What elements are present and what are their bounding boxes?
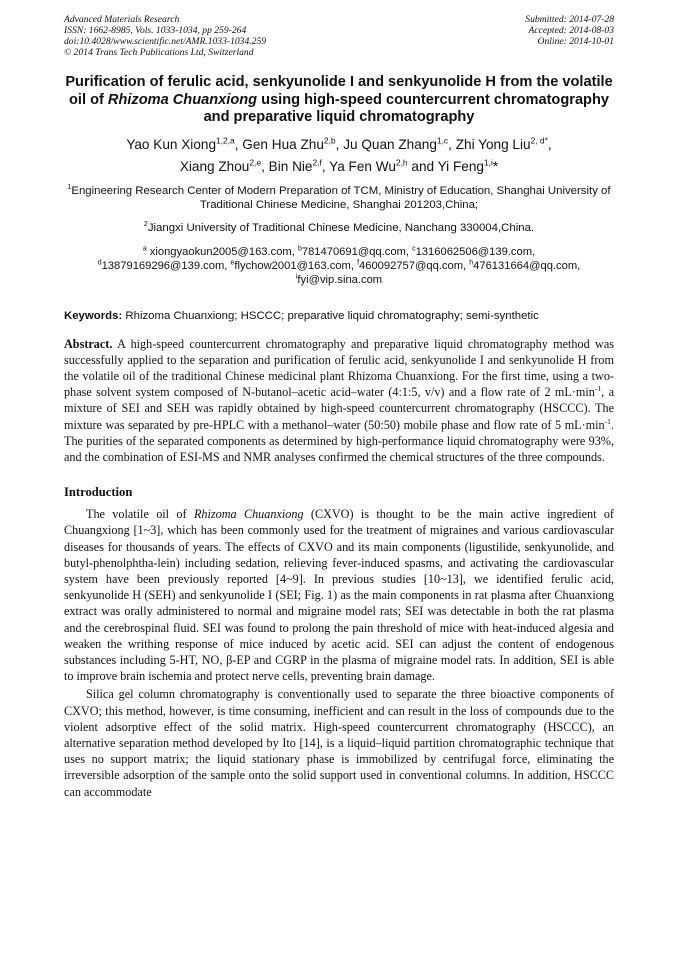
email: $^a$ xiongyaokun2005@163.com,: [142, 244, 298, 258]
abstract: Abstract. A high-speed countercurrent chromatography and preparative liquid chromatography method was successfully applied to the separation and purification of ferulic acid, senkyunolide I and senkyunolide H from the volatile oil of the traditional Chinese medicinal plant Rhizoma Chuanxiong. For the first time, using a two-phase solvent system composed of N-butanol–acetic acid–water (4:1:5, v/v) and a flow rate of 2 $mL\cdot\min^{-1}$, a mixture of SEI and SEH was rapidly obtained by high-speed countercurrent chromatography (HSCCC). The mixture was separated by pre-HPLC with a methanol–water (50:50) mobile phase and flow rate of 5 $mL\cdot\min^{-1}$. The purities of the separated components as determined by high-performance liquid chromatography were 93%, and the combination of ESI-MS and NMR analyses confirmed the chemical structures of the three compounds.: [64, 336, 614, 464]
submission-dates: [525, 14, 614, 58]
date-accepted: Accepted: 2014-08-03: [528, 25, 614, 36]
date-submitted: Submitted: 2014-07-28: [525, 14, 614, 25]
keywords-text: Rhizoma Chuanxiong; HSCCC; preparative liquid chromatography; semi-synthetic: [122, 309, 539, 322]
author: Ju Quan Zhang$^{1,c}$,: [343, 134, 456, 152]
email: $^d$13879169296@139.com,: [97, 258, 231, 272]
author: Yi Feng$^{1,i}$*: [437, 156, 499, 174]
email: $^h$476131664@qq.com,: [469, 258, 581, 272]
affiliation-2: $^2$Jiangxi University of Traditional Chinese Medicine, Nanchang 330004,China.: [143, 220, 535, 234]
email: $^i$fyi@vip.sina.com: [295, 272, 383, 286]
email: $^e$flychow2001@163.com,: [230, 258, 358, 272]
journal-doi: doi:10.4028/www.scientific.net/AMR.1033-1034.259: [64, 36, 267, 47]
author: Gen Hua Zhu$^{2,b}$,: [242, 134, 344, 152]
author-list: [64, 134, 614, 178]
date-online: Online: 2014-10-01: [537, 36, 614, 47]
author: Zhi Yong Liu$^{2, d*}$,: [455, 134, 552, 152]
author: Xiang Zhou$^{2,e}$,: [179, 156, 269, 174]
email: $^f$460092757@qq.com,: [357, 258, 470, 272]
journal-name: Advanced Materials Research: [64, 14, 180, 25]
intro-paragraph-2: Silica gel column chromatography is conventionally used to separate the three bioactive components of CXVO; this method, however, is time consuming, inefficient and can result in the loss of compounds due to the violent adsorptive effect of the solid matrix. High-speed countercurrent chromatography (HSCCC), an alternative separation method developed by Ito [14], is a liquid–liquid partition chromatographic technique that uses no support matrix; the liquid stationary phase is immobilized by centrifugal force, eliminating the irreversible adsorption of the sample onto the solid support used in conventional columns. In addition, HSCCC can accommodate: [64, 687, 614, 799]
abstract-label: Abstract.: [64, 336, 113, 351]
author: Yao Kun Xiong$^{1,2,a}$,: [126, 134, 243, 152]
section-heading-introduction: Introduction: [64, 485, 133, 500]
paper-title: Purification of ferulic acid, senkyunolide I and senkyunolide H from the volatile oil of Rhizoma Chuanxiong using high-speed countercurrent chromatography and preparative liquid chromatography: [65, 74, 613, 125]
email: $^c$1316062506@139.com,: [412, 244, 536, 258]
keywords: [64, 309, 614, 323]
email: $^b$781470691@qq.com,: [297, 244, 413, 258]
journal-header: [64, 14, 614, 58]
author: Bin Nie$^{2,f}$,: [268, 156, 330, 174]
title-plant-name: Rhizoma Chuanxiong: [107, 91, 258, 108]
affiliation-1: $^1$Engineering Research Center of Modern Preparation of TCM, Ministry of Education, Shanghai University of Traditional Chinese Medicine, Shanghai 201203,China;: [67, 183, 611, 211]
journal-issn: ISSN: 1662-8985, Vols. 1033-1034, pp 259-264: [64, 25, 247, 36]
journal-copyright: © 2014 Trans Tech Publications Ltd, Switzerland: [64, 47, 254, 58]
journal-info: [64, 14, 266, 58]
author-emails: [64, 245, 614, 287]
keywords-label: Keywords:: [64, 309, 123, 322]
intro-paragraph-1: The volatile oil of Rhizoma Chuanxiong (CXVO) is thought to be the main active ingredient of Chuangxiong [1~3], which has been commonly used for the treatment of migraines and various cardiovascular diseases for thousands of years. The effects of CXVO and its main components (ligustilide, senkyunolide, and butyl-phenolphtha-lein) including sedation, relieving fever-induced spasms, and activating the cardiovascular system have been previously reported [4~9]. In previous studies [10~13], we identified ferulic acid, senkyunolide H (SEH) and senkyunolide I (SEI; Fig. 1) as the main components in rat plasma after Chuanxiong extract was orally administered to normal and migraine model rats; SEI was detectable in both the rat plasma and the cerebrospinal fluid. SEI was found to prolong the pain threshold of mice with heat-induced algesia and weaken the writhing response of mice induced by acetic acid. SEI can adjust the content of endogenous substances including 5-HT, NO, β-EP and CGRP in the plasma of migraine model rats. In addition, SEI is able to improve brain ischemia and protect nerve cells, preventing brain damage.: [64, 507, 614, 684]
author: Ya Fen Wu$^{2,h}$ and: [329, 156, 438, 174]
